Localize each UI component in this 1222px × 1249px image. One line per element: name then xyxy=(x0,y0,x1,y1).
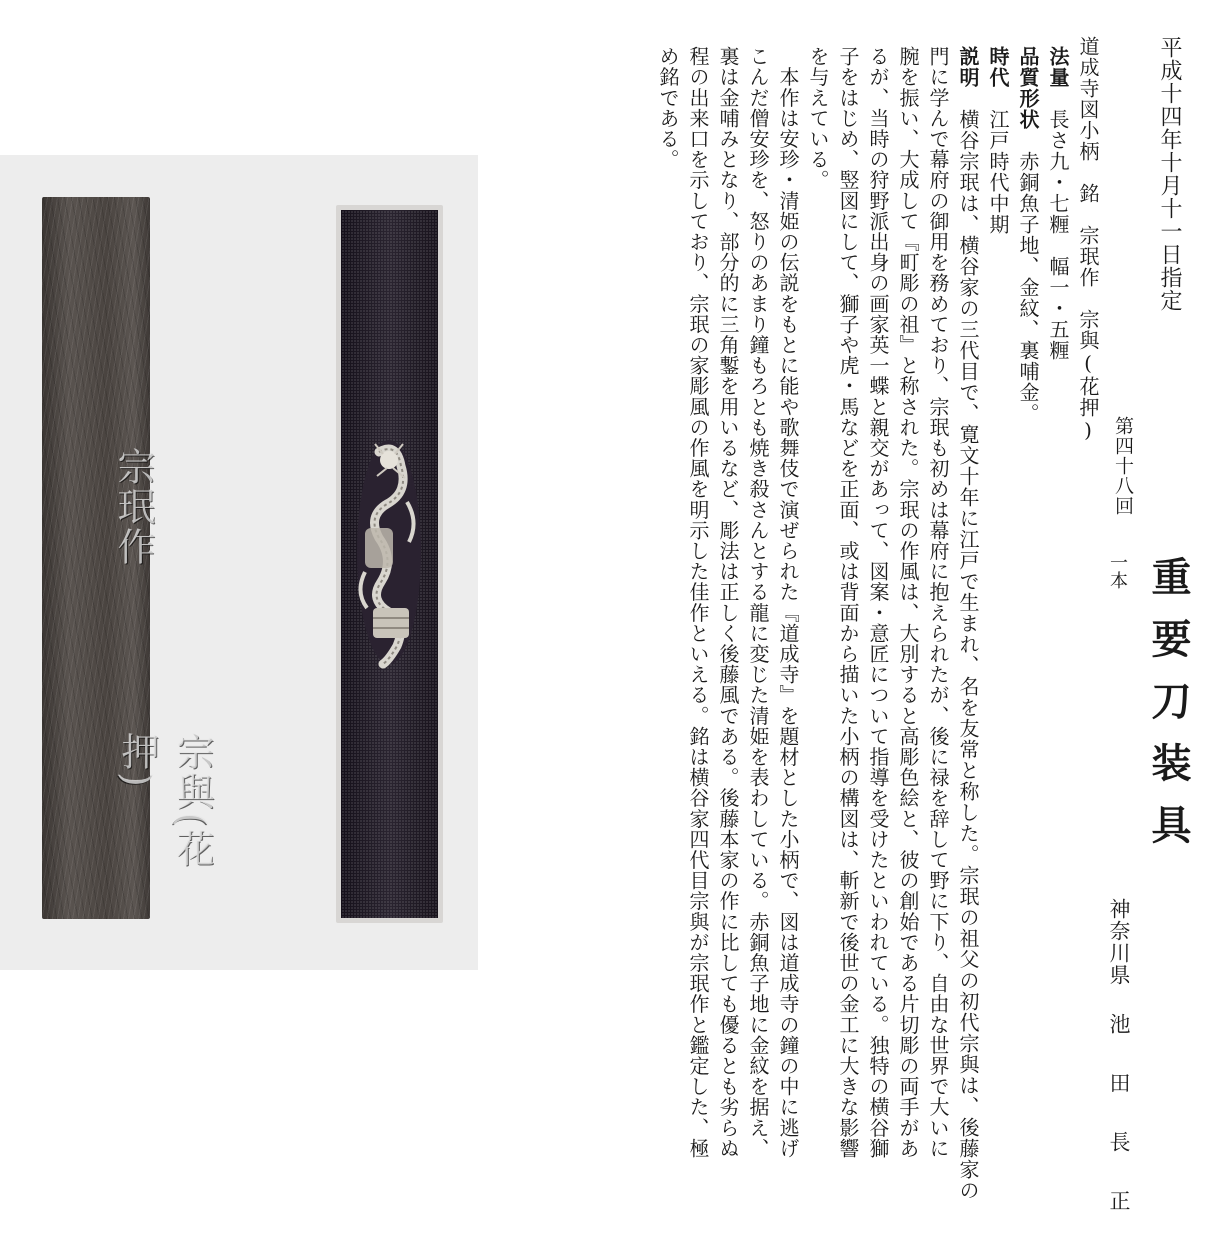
signature-engraving-bottom: 宗與(花押) xyxy=(115,732,214,869)
body-line: 本作は安珍・清姫の伝説をもとに能や歌舞伎で演ぜられた『道成寺』を題材とした小柄で、図は道成寺の鐘の中に逃げ xyxy=(776,46,800,1159)
field-value: 長さ九・七糎 幅一・五糎 xyxy=(1046,109,1070,361)
nanako-ground xyxy=(341,210,438,918)
body-line: るが、当時の狩野派出身の画家英一蝶と親交があって、図案・意匠について指導を受けたといわれている。独特の横谷獅 xyxy=(866,46,890,1159)
body-line: め銘である。 xyxy=(656,46,680,170)
body-line: 程の出来口を示しており、宗珉の家彫風の作風を明示した佳作といえる。銘は横谷家四代目宗與が宗珉作と鑑定した、極 xyxy=(686,46,710,1159)
field-period xyxy=(984,46,1013,235)
kozuka-reverse-side xyxy=(42,197,214,919)
field-value: 江戸時代中期 xyxy=(986,109,1010,235)
dragon-bell-relief xyxy=(349,432,429,672)
field-value: 横谷宗珉は、横谷家の三代目で、寛文十年に江戸で生まれ、名を友常と称した。宗珉の祖父の初代宗與は、後藤家の xyxy=(956,109,980,1201)
field-label: 説明 xyxy=(956,46,980,88)
item-count: 一本 xyxy=(1107,553,1128,589)
session-number: 第四十八回 xyxy=(1112,416,1134,516)
signature-engraving-top: 宗珉作 xyxy=(111,447,155,567)
field-label: 品質形状 xyxy=(1016,46,1040,130)
document-text xyxy=(500,18,1210,1249)
body-line: 門に学んで幕府の御用を務めており、宗珉も初めは幕府に抱えられたが、後に禄を辞して野に下り、自由な世界で大いに xyxy=(926,46,950,1159)
field-dimensions xyxy=(1044,46,1073,361)
page-title: 重要刀装具 xyxy=(1145,556,1192,866)
body-line: 子をはじめ、竪図にして、獅子や虎・馬などを正面、或は背面から描いた小柄の構図は、斬新で後世の金工に大きな影響 xyxy=(836,46,860,1159)
field-description xyxy=(954,46,983,1201)
prefecture: 神奈川県 xyxy=(1107,898,1131,986)
item-name: 道成寺図小柄 銘 宗珉作 宗與(花押) xyxy=(1076,36,1100,443)
field-label: 法量 xyxy=(1046,46,1070,88)
designation-date: 平成十四年十月十一日指定 xyxy=(1157,36,1182,312)
kozuka-front-side xyxy=(336,205,443,923)
artifact-photo xyxy=(0,155,478,970)
field-value: 赤銅魚子地、金紋、裏哺金。 xyxy=(1016,151,1040,424)
body-line: こんだ僧安珍を、怒りのあまり鐘もろとも焼き殺さんとする龍に変じた清姫を表わしている。赤銅魚子地に金紋を据え、 xyxy=(746,46,770,1159)
body-line: 裏は金哺みとなり、部分的に三角鏨を用いるなど、彫法は正しく後藤風である。後藤本家の作に比しても優るとも劣らぬ xyxy=(716,46,740,1159)
owner-name: 池田長正 xyxy=(1107,1013,1131,1249)
body-line: を与えている。 xyxy=(806,46,830,191)
field-label: 時代 xyxy=(986,46,1010,88)
field-material xyxy=(1014,46,1043,424)
body-line: 腕を振い、大成して『町彫の祖』と称された。宗珉の作風は、大別すると高彫色絵と、彼の創始である片切彫の両手があ xyxy=(896,46,920,1159)
